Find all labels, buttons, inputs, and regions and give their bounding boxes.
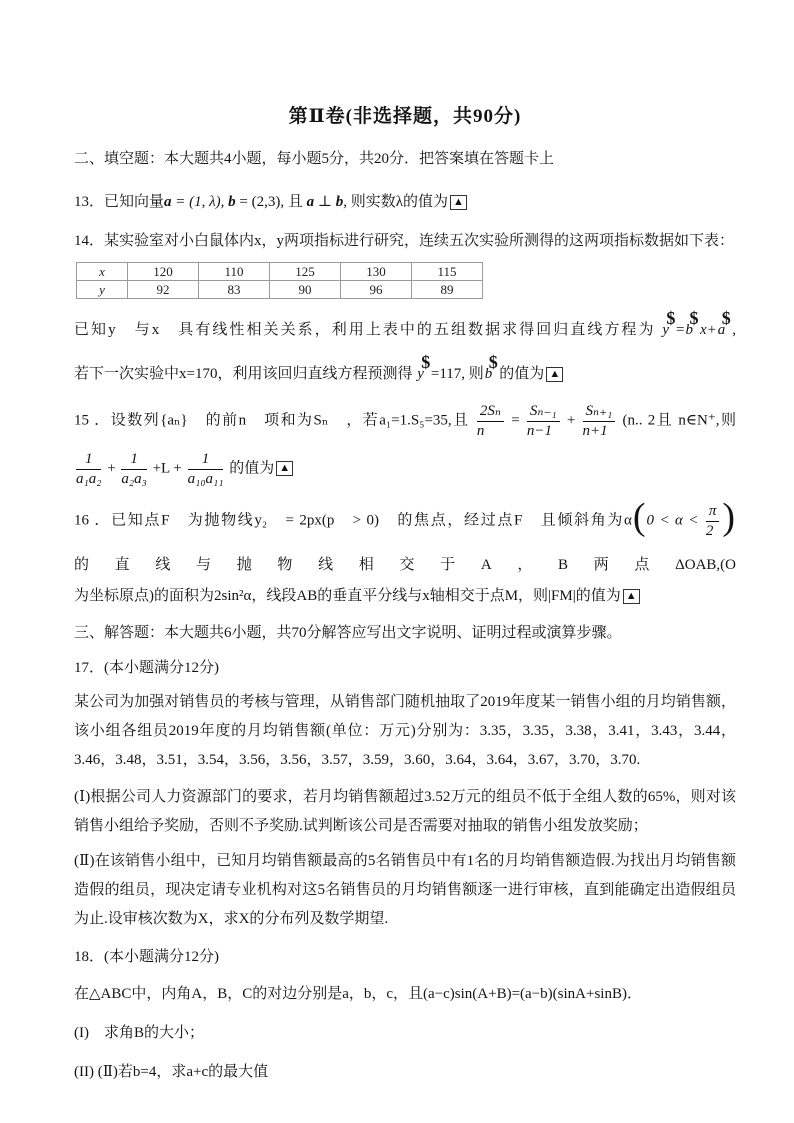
question-18-head: 18．(本小题满分12分) <box>74 949 219 965</box>
table-cell: 130 <box>341 263 412 281</box>
dollar-glitch-glyph: $ <box>488 352 498 372</box>
answer-blank-marker: ▲ <box>623 589 640 604</box>
math-run: = (1, λ), <box>171 194 229 210</box>
q13-text: , 则实数λ的值为 <box>343 194 448 210</box>
var-b: b <box>335 194 344 210</box>
table-cell: 96 <box>341 281 412 299</box>
fraction-1-a1a2: $\frac{1}{\text{a₁a₂}}$ <box>76 451 102 487</box>
table-cell: 115 <box>412 263 483 281</box>
hat-b-variable: b $ <box>685 317 697 343</box>
dollar-glitch-glyph: $ <box>721 308 731 328</box>
question-17-body: 某公司为加强对销售员的考核与管理，从销售部门随机抽取了2019年度某一销售小组的月均销售额，该小组各组员2019年度的月均销售额(单位：万元)分别为：3.35，3.35，3.38，3.41，3.43，3.44，3.46，3.48，3.51，3.54，3.56，3.56，3.57，3.59，3.60，3.64，3.64，3.67，3.70，3.70. <box>74 694 736 768</box>
table-cell: 125 <box>270 263 341 281</box>
table-cell: 120 <box>128 263 199 281</box>
perp-symbol: ⊥ <box>314 194 336 210</box>
q14-text: 的值为 <box>499 366 545 382</box>
question-14-intro: 14．某实验室对小白鼠体内x，y两项指标进行研究，连续五次实验所测得的这两项指标数据如下表： <box>74 233 735 249</box>
q15-text: (n.. 2且 n∈N⁺,则 <box>622 412 737 429</box>
q14-predict-line <box>74 352 736 387</box>
math-run: x+ <box>699 322 717 338</box>
fraction-1-a10a11: $\frac{1}{\text{a₁₀a₁₁}}$ <box>187 451 224 487</box>
var-a: a <box>306 194 315 210</box>
question-18-body: 在△ABC中，内角A，B，C的对边分别是a，b，c，且(a−c)sin(A+B)=(a−b)(sinA+sinB)． <box>74 986 642 1002</box>
table-cell: 92 <box>128 281 199 299</box>
question-17-part2: (Ⅱ)在该销售小组中，已知月均销售额最高的5名销售员中有1名的月均销售额造假.为找出月均销售额造假的组员，现决定请专业机构对这5名销售员的月均销售额逐一进行审核，直到能确定出造假组员为止.设审核次数为X，求X的分布列及数学期望. <box>74 853 736 927</box>
fraction-2Sn-n: $\frac{\text{2Sₙ}}{n}$ <box>477 403 504 439</box>
question-17-head: 17．(本小题满分12分) <box>74 660 219 676</box>
row-label-y: y <box>77 281 128 299</box>
dollar-glitch-glyph: $ <box>666 308 676 328</box>
left-paren: ( <box>632 496 646 539</box>
math-run: =117, 则 <box>430 366 484 382</box>
question-18-part1: (I) 求角B的大小； <box>74 1025 204 1041</box>
question-18-part2: (II) (Ⅱ)若b=4，求a+c的最大值 <box>74 1064 269 1080</box>
q13-text: 13．已知向量 <box>74 194 165 210</box>
ellipsis-glitch: +L + <box>152 460 182 477</box>
answer-blank-marker: ▲ <box>276 461 293 476</box>
question-13 <box>74 191 736 214</box>
var-b: b <box>228 194 236 210</box>
q15-text: 的值为 <box>229 460 275 477</box>
row-label-x: x <box>77 263 128 281</box>
q14-text: 已知y 与x 具有线性相关关系，利用上表中的五组数据求得回归直线方程为 <box>74 322 656 338</box>
table-row-x <box>77 263 483 281</box>
q14-regression-line <box>74 308 736 343</box>
answer-blank-marker: ▲ <box>546 367 563 382</box>
right-paren: ) <box>722 496 735 539</box>
section3-heading: 三、解答题：本大题共6小题，共70分解答应写出文字说明、证明过程或演算步骤。 <box>74 625 622 641</box>
alpha-condition: 0 < α < <box>646 512 704 529</box>
table-cell: 83 <box>199 281 270 299</box>
dollar-glitch-glyph: $ <box>421 352 431 372</box>
section2-heading: 二、填空题：本大题共4小题，每小题5分，共20分．把答案填在答题卡上 <box>74 151 555 167</box>
q15-text: 15 ．设数列{aₙ} 的前n 项和为Sₙ ，若a₁=1.S₅=35,且 <box>74 412 470 429</box>
table-cell: 110 <box>199 263 270 281</box>
dollar-glitch-glyph: $ <box>689 308 699 328</box>
question-15-line2 <box>74 451 736 487</box>
answer-blank-marker: ▲ <box>450 195 467 210</box>
comma: , <box>732 322 736 338</box>
table-cell: 89 <box>412 281 483 299</box>
hat-y-variable: y $ <box>662 317 673 343</box>
question-16-line1 <box>74 496 736 539</box>
fraction-pi-2: $\frac{\pi}{2}$ <box>706 503 720 539</box>
var-a: a <box>164 194 172 210</box>
hat-a-variable: a $ <box>718 317 730 343</box>
question-16-line2: 的直线与抛物线相交于A，B两点ΔOAB,(O <box>74 557 736 573</box>
q14-text: 若下一次实验中x=170，利用该回归直线方程预测得 <box>74 366 413 382</box>
table-cell: 90 <box>270 281 341 299</box>
hat-b-variable: b $ <box>485 361 497 387</box>
equals: = <box>676 322 685 338</box>
q16-text: 16 ．已知点F 为抛物线y₂ = 2px(p > 0) 的焦点，经过点F 且倾斜角为α <box>74 512 632 529</box>
q16-text: 为坐标原点)的面积为2sin²α，线段AB的垂直平分线与x轴相交于点M，则|FM|的值为 <box>74 588 621 604</box>
table-row-y <box>77 281 483 299</box>
fraction-1-a2a3: $\frac{1}{\text{a₂a₃}}$ <box>121 451 147 487</box>
math-run: = (2,3), 且 <box>235 194 307 210</box>
question-16-line3 <box>74 585 736 608</box>
fraction-Sn-1: $\frac{\text{Sₙ₋₁}}{n-1}$ <box>527 403 560 439</box>
q14-data-table <box>76 262 483 299</box>
fraction-Sn+1: $\frac{\text{Sₙ₊₁}}{n+1}$ <box>583 403 616 439</box>
plus: + <box>107 460 116 477</box>
equals: = <box>511 412 520 429</box>
question-17-part1: (Ⅰ)根据公司人力资源部门的要求，若月均销售额超过3.52万元的组员不低于全组人数的65%，则对该销售小组给予奖励，否则不予奖励.试判断该公司是否需要对抽取的销售小组发放奖励； <box>74 789 736 834</box>
page-title: 第Ⅱ卷(非选择题，共90分) <box>288 106 522 127</box>
plus: + <box>566 412 576 429</box>
hat-y-variable: y $ <box>417 361 428 387</box>
question-15-line1 <box>74 403 736 439</box>
